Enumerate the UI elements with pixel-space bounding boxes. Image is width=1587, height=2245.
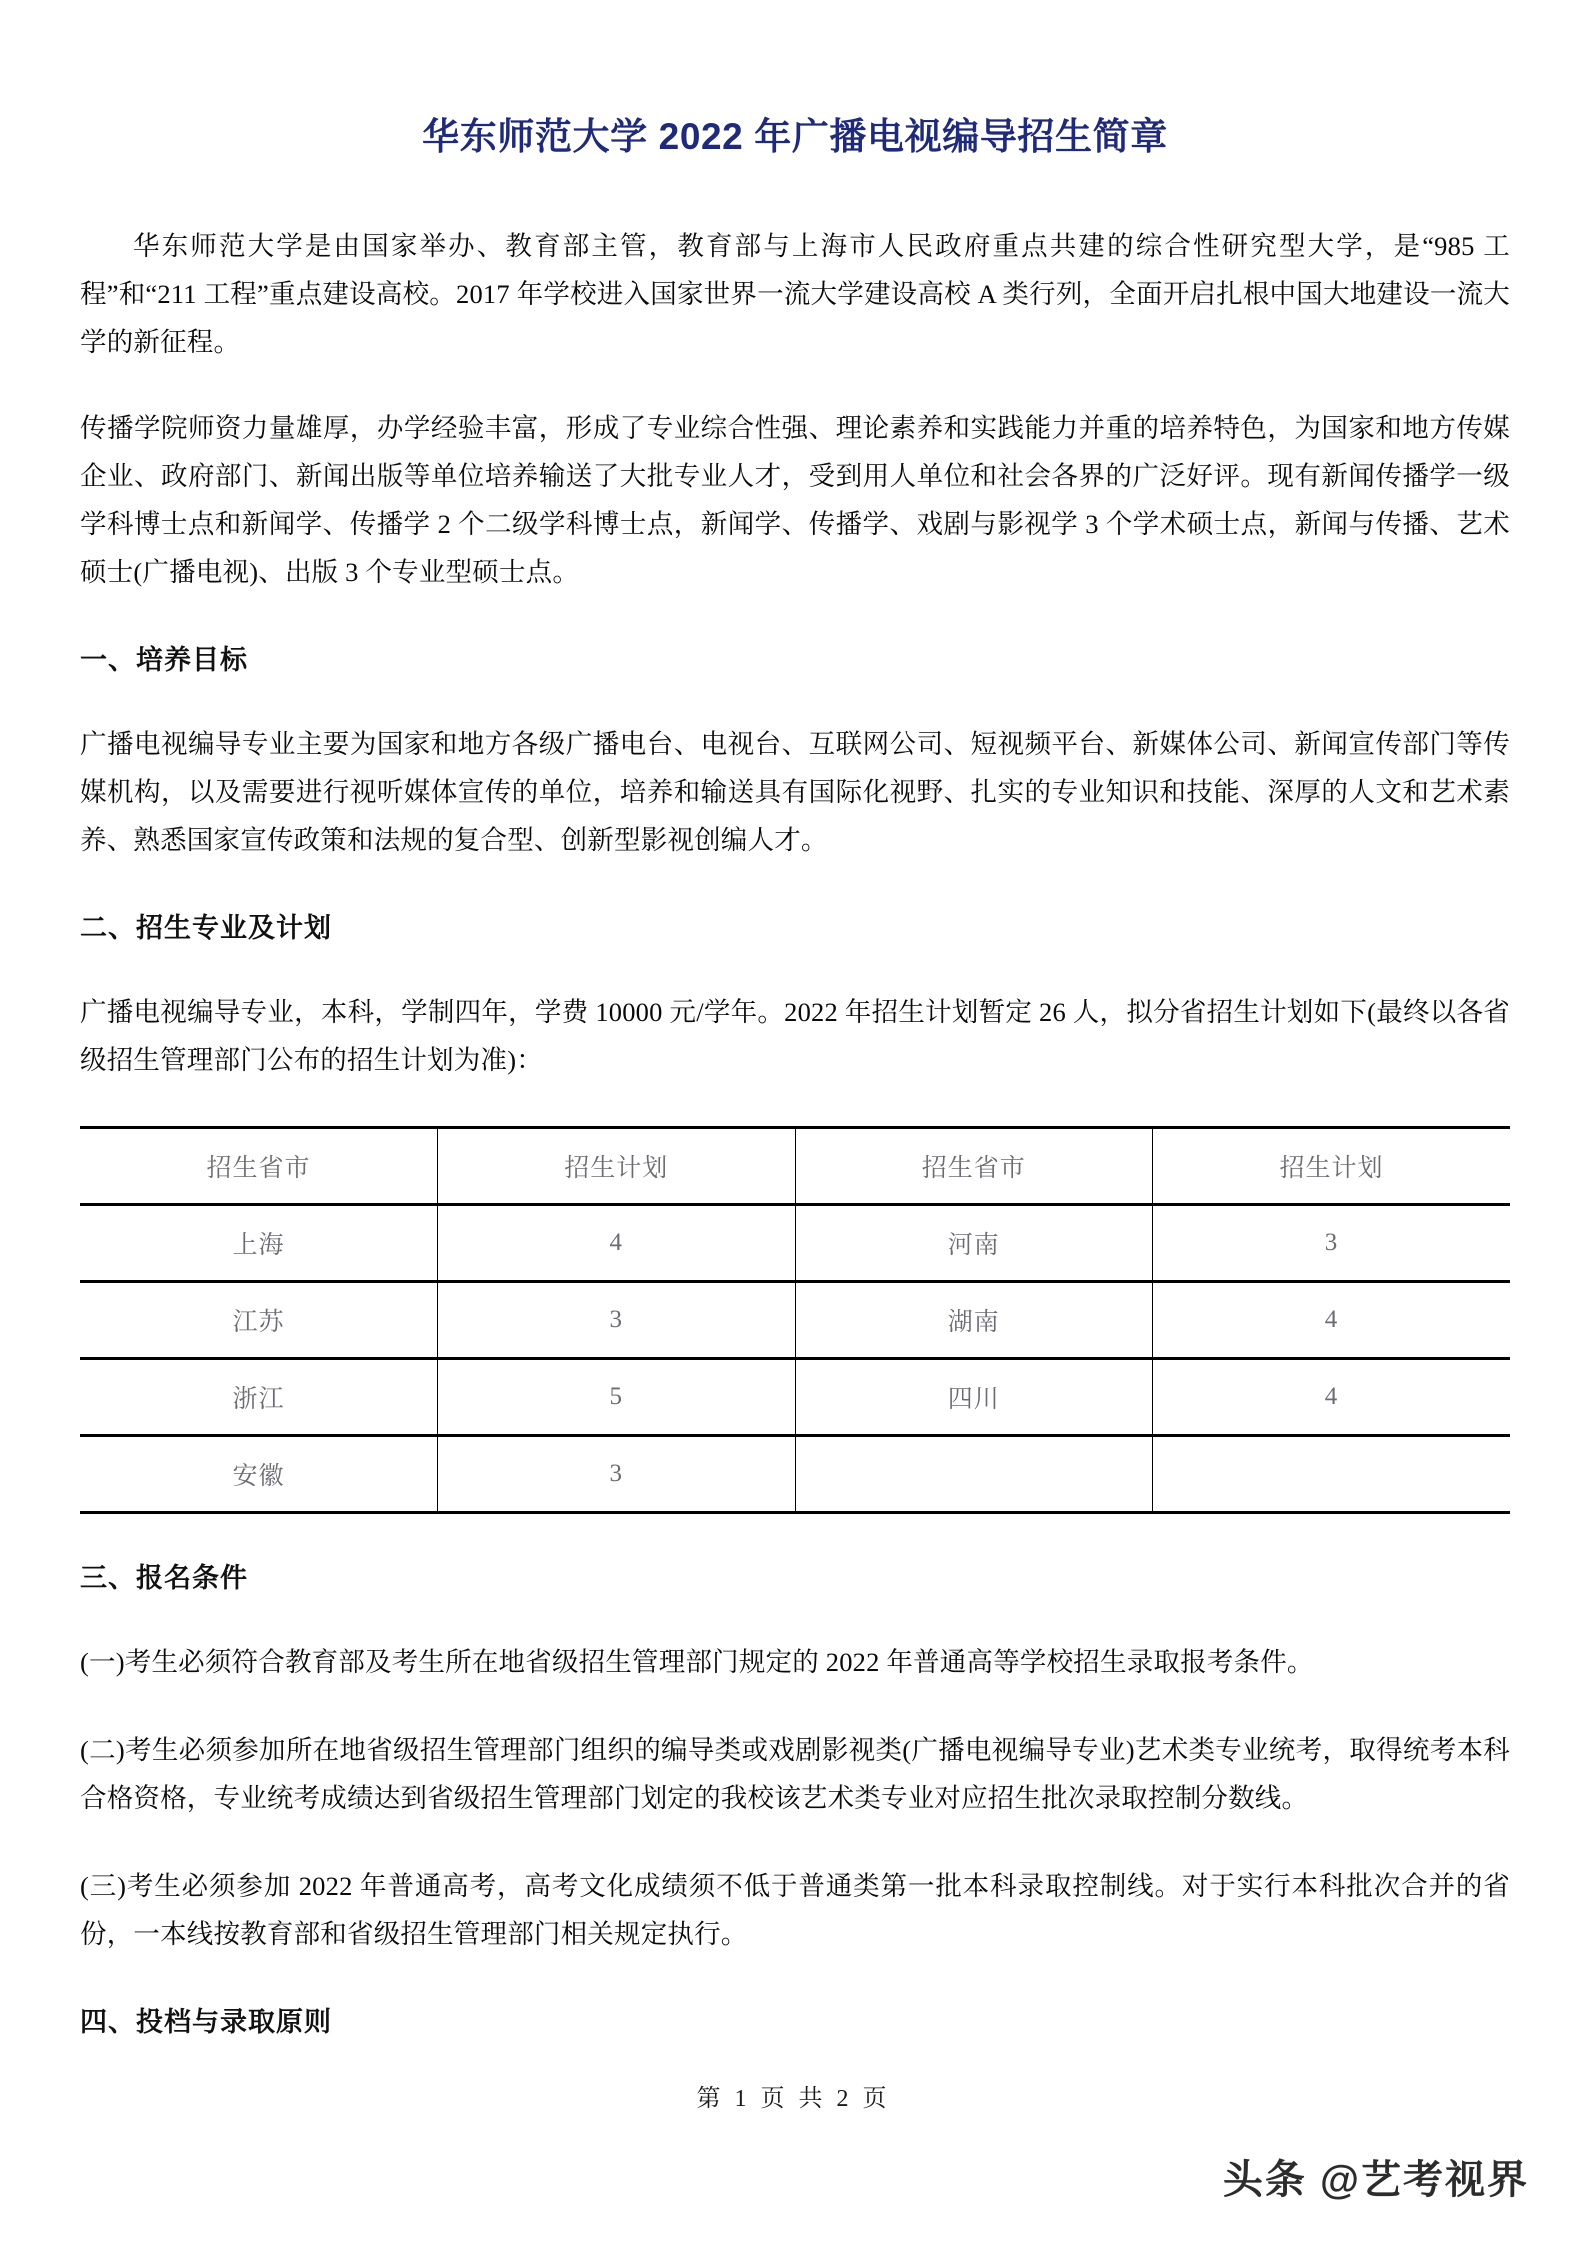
table-cell-quota: 4 (1153, 1281, 1511, 1358)
section-heading-training-goal: 一、培养目标 (80, 644, 248, 675)
table-cell-province: 四川 (795, 1358, 1153, 1435)
table-cell-province: 浙江 (80, 1358, 438, 1435)
table-header-cell: 招生计划 (1153, 1127, 1511, 1204)
section-heading-majors-and-plan: 二、招生专业及计划 (80, 912, 332, 943)
table-row (80, 1204, 1510, 1281)
table-cell-quota: 3 (438, 1435, 796, 1512)
table-header-row (80, 1127, 1510, 1204)
table-row (80, 1435, 1510, 1512)
section-paragraph-requirement-1: (一)考生必须符合教育部及考生所在地省级招生管理部门规定的 2022 年普通高等学校招生录取报考条件。 (80, 1646, 1314, 1677)
watermark: 头条 @艺考视界 (1222, 2158, 1529, 2202)
page-footer: 第 1 页 共 2 页 (696, 2086, 891, 2112)
table-header-cell: 招生省市 (80, 1127, 438, 1204)
table-cell-quota: 3 (438, 1281, 796, 1358)
table-cell-province: 安徽 (80, 1435, 438, 1512)
section-paragraph-requirement-2: (二)考生必须参加所在地省级招生管理部门组织的编导类或戏剧影视类(广播电视编导专业)艺术类专业统考，取得统考本科合格资格，专业统考成绩达到省级招生管理部门划定的我校该艺术类专业对应招生批次录取控制分数线。 (80, 1734, 1510, 1813)
table-cell-quota: 5 (438, 1358, 796, 1435)
enrollment-plan-table (80, 1126, 1510, 1514)
intro-paragraph-1: 华东师范大学是由国家举办、教育部主管，教育部与上海市人民政府重点共建的综合性研究型大学，是“985 工程”和“211 工程”重点建设高校。2017 年学校进入国家世界一流大学建设高校 A 类行列，全面开启扎根中国大地建设一流大学的新征程。 (80, 230, 1510, 357)
table-cell-province: 河南 (795, 1204, 1153, 1281)
section-paragraph-requirement-3: (三)考生必须参加 2022 年普通高考，高考文化成绩须不低于普通类第一批本科录取控制线。对于实行本科批次合并的省份，一本线按教育部和省级招生管理部门相关规定执行。 (80, 1870, 1510, 1949)
section-heading-admission-principles: 四、投档与录取原则 (80, 2006, 332, 2037)
table-cell-province: 江苏 (80, 1281, 438, 1358)
section-paragraph-majors-and-plan: 广播电视编导专业，本科，学制四年，学费 10000 元/学年。2022 年招生计划暂定 26 人，拟分省招生计划如下(最终以各省级招生管理部门公布的招生计划为准)： (80, 996, 1510, 1075)
table-cell-province: 湖南 (795, 1281, 1153, 1358)
table-header-cell: 招生计划 (438, 1127, 796, 1204)
table-cell-empty (795, 1435, 1153, 1512)
table-cell-empty (1153, 1435, 1511, 1512)
page-title: 华东师范大学 2022 年广播电视编导招生简章 (422, 116, 1168, 157)
table-cell-quota: 4 (438, 1204, 796, 1281)
table-row (80, 1281, 1510, 1358)
enrollment-plan-table-wrapper (80, 1126, 1510, 1514)
table-cell-quota: 3 (1153, 1204, 1511, 1281)
section-heading-application-requirements: 三、报名条件 (80, 1562, 248, 1593)
table-cell-province: 上海 (80, 1204, 438, 1281)
section-paragraph-training-goal: 广播电视编导专业主要为国家和地方各级广播电台、电视台、互联网公司、短视频平台、新媒体公司、新闻宣传部门等传媒机构，以及需要进行视听媒体宣传的单位，培养和输送具有国际化视野、扎实的专业知识和技能、深厚的人文和艺术素养、熟悉国家宣传政策和法规的复合型、创新型影视创编人才。 (80, 728, 1510, 855)
table-cell-quota: 4 (1153, 1358, 1511, 1435)
document-content (80, 0, 1510, 2042)
table-row (80, 1358, 1510, 1435)
intro-paragraph-2: 传播学院师资力量雄厚，办学经验丰富，形成了专业综合性强、理论素养和实践能力并重的培养特色，为国家和地方传媒企业、政府部门、新闻出版等单位培养输送了大批专业人才，受到用人单位和社会各界的广泛好评。现有新闻传播学一级学科博士点和新闻学、传播学 2 个二级学科博士点，新闻学、传播学、戏剧与影视学 3 个学术硕士点，新闻与传播、艺术硕士(广播电视)、出版 3 个专业型硕士点。 (80, 412, 1510, 587)
table-header-cell: 招生省市 (795, 1127, 1153, 1204)
